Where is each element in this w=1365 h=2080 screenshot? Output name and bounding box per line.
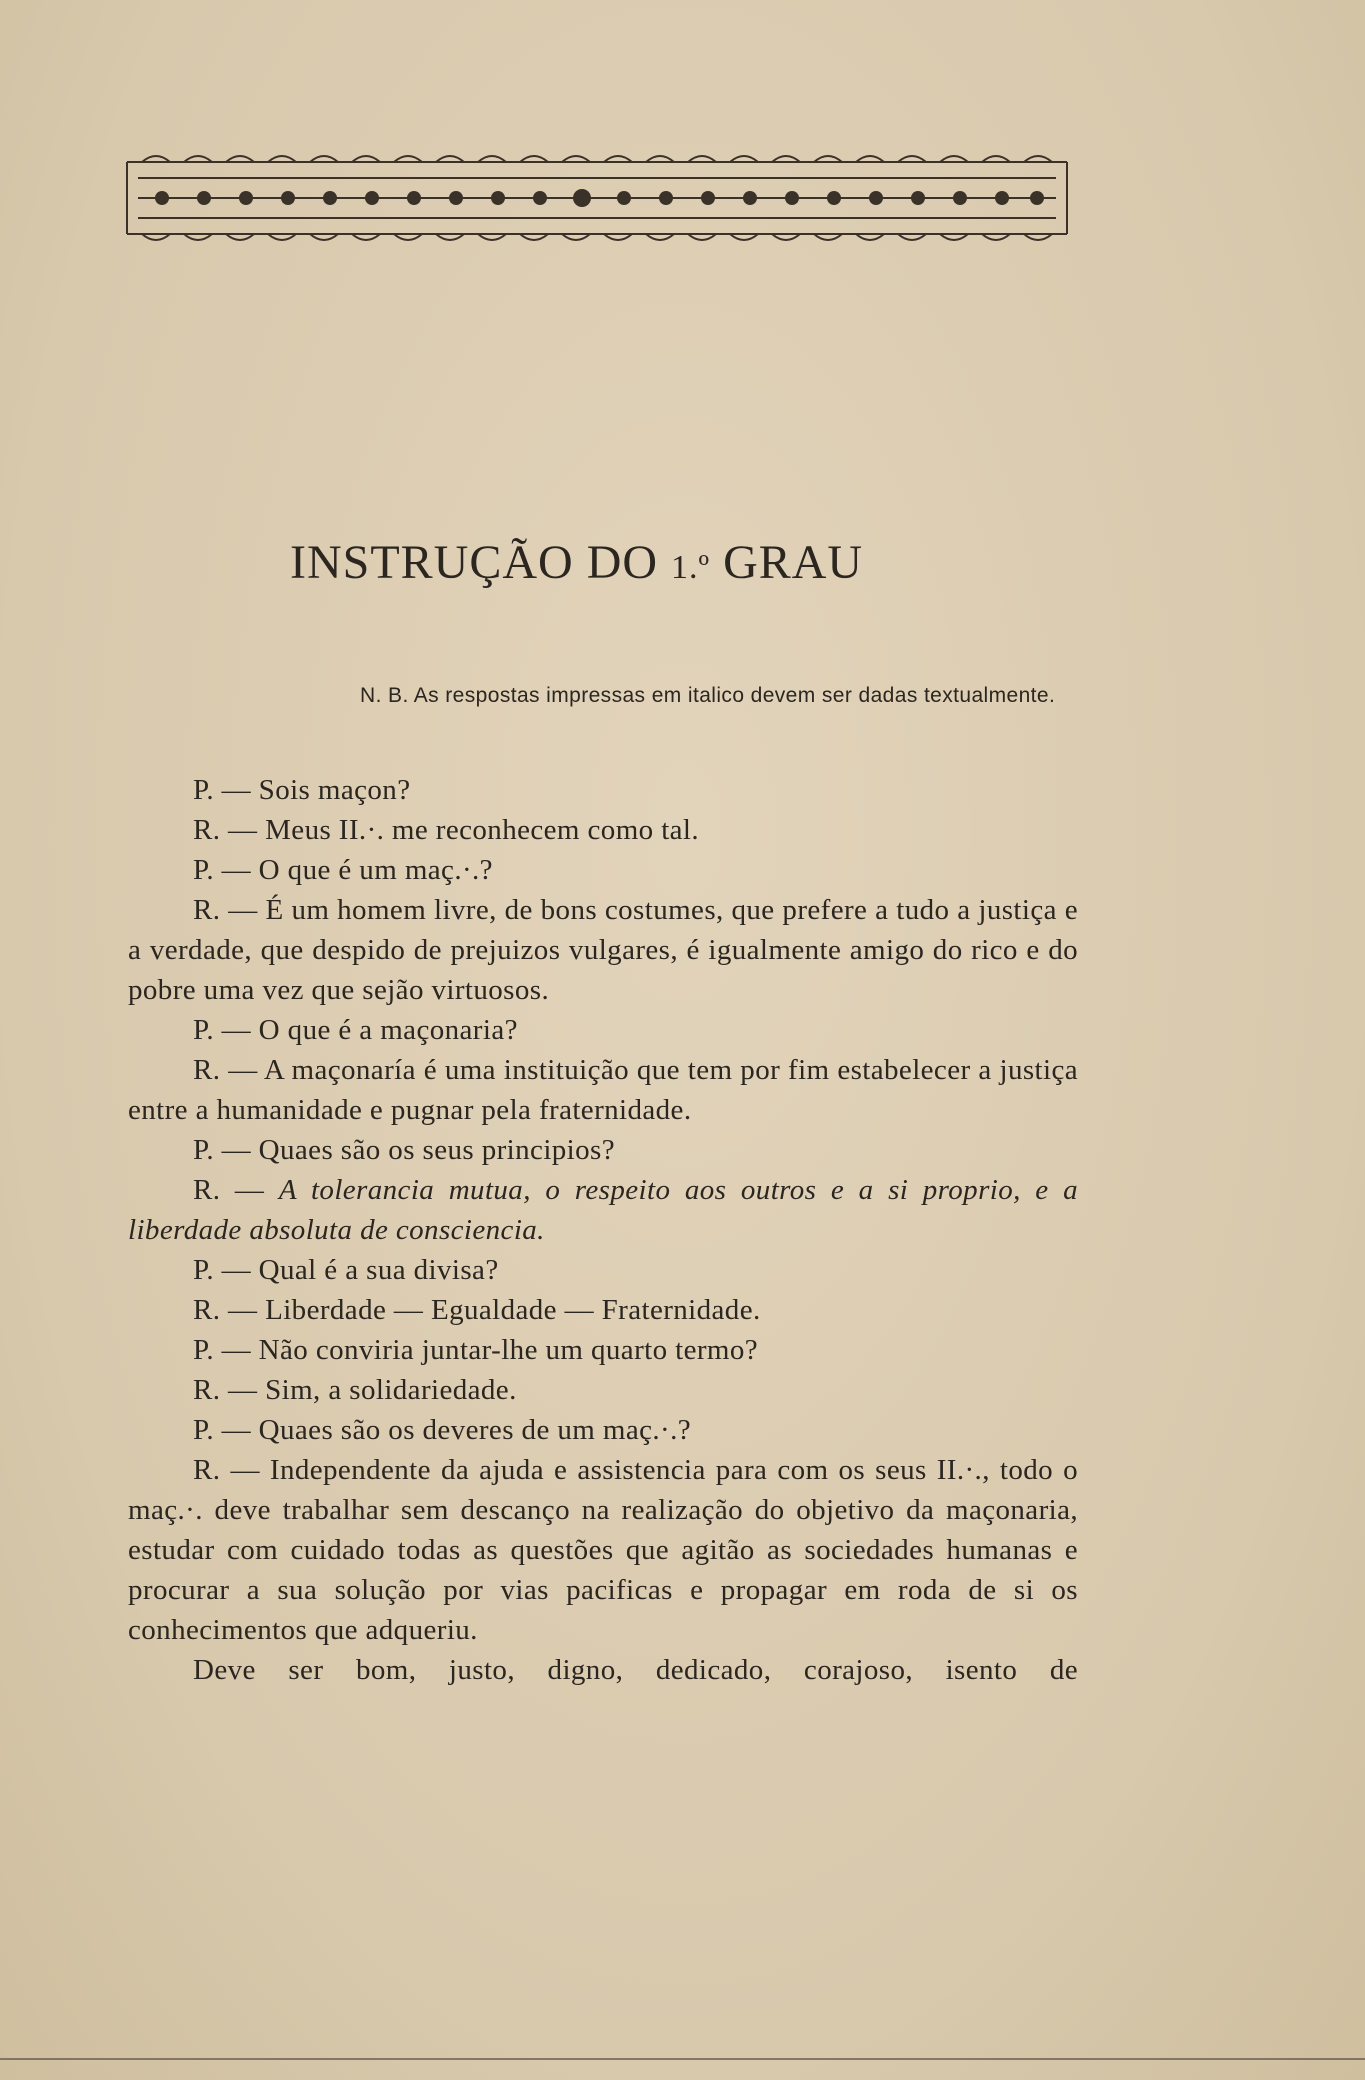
dialog-line: P. — Quaes são os deveres de um maç.·.?: [193, 1414, 692, 1446]
dialog-line: P. — Sois maçon?: [193, 774, 411, 806]
dialog-line: R. — Sim, a solidariedade.: [193, 1374, 517, 1406]
page-title: INSTRUÇÃO DO 1.º GRAU: [290, 536, 864, 589]
dialog-line: R. — Independente da ajuda e assistencia para com os seus II.·., todo o maç.·. deve trabalhar sem descanço na realização do objetivo da maçonaria, estudar com cuidado todas as questões que agitão as sociedades humanas e procurar a sua solução por vias pacificas e propagar em roda de si os conhecimentos que adqueriu.: [128, 1454, 1079, 1646]
dialog-line: P. — Qual é a sua divisa?: [193, 1254, 499, 1286]
dialog-line: P. — O que é um maç.·.?: [193, 854, 493, 886]
catechism-body: [128, 770, 1078, 1690]
decorative-border-ornament: [122, 148, 1072, 248]
dialog-line: P. — Não conviria juntar-lhe um quarto termo?: [193, 1334, 759, 1366]
dialog-line: R. — A maçonaría é uma instituição que tem por fim estabelecer a justiça entre a humanidade e pugnar pela fraternidade.: [128, 1054, 1078, 1126]
bottom-rule: [0, 2058, 1365, 2060]
dialog-line: R. — A tolerancia mutua, o respeito aos outros e a si proprio, e a liberdade absoluta de consciencia.: [128, 1174, 1078, 1246]
dialog-line: R. — Meus II.·. me reconhecem como tal.: [193, 814, 700, 846]
dialog-line: P. — Quaes são os seus principios?: [193, 1134, 615, 1166]
dialog-line: R. — É um homem livre, de bons costumes, que prefere a tudo a justiça e a verdade, que despido de prejuizos vulgares, é igualmente amigo do rico e do pobre uma vez que sejão virtuosos.: [128, 894, 1078, 1006]
continuation-line: Deve ser bom, justo, digno, dedicado, corajoso, isento de: [193, 1654, 1078, 1686]
dialog-line: P. — O que é a maçonaria?: [193, 1014, 518, 1046]
editorial-note: N. B. As respostas impressas em italico devem ser dadas textualmente.: [360, 684, 1056, 707]
dialog-line: R. — Liberdade — Egualdade — Fraternidade.: [193, 1294, 761, 1326]
